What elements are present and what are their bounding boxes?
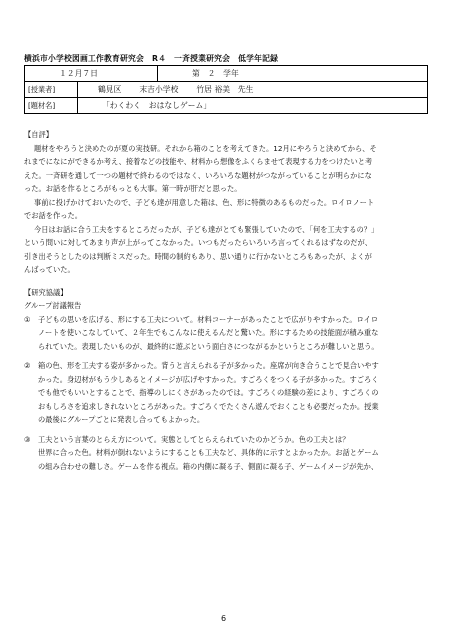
item-line: られていた。表現したいものが、最終的に遊ぶという面白さにつながるかというところが難しいと思う。 bbox=[38, 341, 379, 351]
theme-title: 「わくわく おはなしゲーム」 bbox=[102, 101, 212, 110]
self-eval-line: という問いに対してあまり声が上がってこなかった。いつもだったらいろいろ言ってくれるはずなのだが、 bbox=[24, 238, 373, 247]
self-eval-line: んばっていた。 bbox=[24, 265, 75, 274]
school-name: 末吉小学校 bbox=[139, 85, 179, 94]
self-eval-line: でお話を作った。 bbox=[24, 211, 83, 220]
discussion-item bbox=[24, 359, 426, 427]
self-eval-heading: 【自評】 bbox=[24, 130, 54, 139]
item-number: ① bbox=[24, 314, 31, 324]
ward-name: 鶴見区 bbox=[98, 85, 122, 94]
page-number: 6 bbox=[221, 614, 227, 623]
item-number: ② bbox=[24, 361, 31, 370]
theme-label: [題材名] bbox=[25, 98, 78, 113]
self-eval-line: れまでになにができるか考え、接着などの技能や、材料から想像をふくらませて表現する力をつけたいと考 bbox=[24, 157, 373, 166]
lesson-info-table bbox=[24, 65, 428, 114]
record-body bbox=[24, 128, 426, 473]
document-title: 横浜市小学校図画工作教育研究会 R４ 一斉授業研究会 低学年記録 bbox=[24, 54, 279, 63]
item-line: 世界に合った色。材料が倒れないようにすることも工夫など、具体的に示すとよかったか。お話とゲーム bbox=[38, 448, 379, 457]
item-line: 工夫という言葉のとらえ方について。実態としてとらえられていたのかどうか。色の工夫とは？ bbox=[38, 434, 350, 444]
discussion-subheading: グループ討議報告 bbox=[24, 301, 82, 310]
discussion-item bbox=[24, 433, 426, 474]
self-eval-line: 事前に投げかけておいたので、子ども達が用意した箱は、色、形に特徴のあるものだった。ロイロノート bbox=[34, 197, 375, 207]
lesson-grade: 第 ２ 学年 bbox=[192, 69, 239, 78]
item-line: 箱の色、形を工夫する姿が多かった。背うと言えられる子が多かった。座席が向き合うことで見合いやす bbox=[38, 361, 379, 370]
presenter-info bbox=[78, 84, 253, 95]
date-grade-row bbox=[25, 66, 427, 82]
presenter-row bbox=[25, 82, 427, 98]
item-line: おもしろさを追求しきれないところがあった。すごろくでたくさん遊んでおくことも必要だったか。授業 bbox=[38, 401, 379, 411]
lesson-date: １２月７日 bbox=[25, 66, 158, 81]
item-line: かった。身辺材がもう少しあるとイメージが広げやすかった。すごろくをつくる子が多かった。すごろく bbox=[38, 374, 379, 384]
self-eval-line: 今日はお話に合う工夫をするところだったが、子ども達がとても緊張していたので、「何を工夫するの？」 bbox=[34, 224, 379, 234]
item-line: ノートを使いこなしていて、２年生でもこんなに使えるんだと驚いた。形にするための技能面が積み重な bbox=[38, 328, 379, 337]
item-line: の組み合わせの難しさ。ゲームを作る視点。箱の内側に凝る子、側面に凝る子、ゲームイメージが先か、 bbox=[38, 461, 379, 471]
theme-row bbox=[25, 98, 427, 113]
self-eval-line: 引き出そうとしたのは判断ミスだった。時間の制約もあり、思い通りに行かないところもあったが、よくが bbox=[24, 251, 372, 261]
self-eval-line: えた。一斉研を通して一つの題材で終わるのではなく、いろいろな題材がつながっていることが明らかにな bbox=[24, 170, 372, 180]
item-line: でも他でもいいとすることで、指導のしにくさがあったのでは。すごろくの経験の差により、すごろくの bbox=[38, 388, 379, 397]
self-eval-line: 題材をやろうと決めたのが夏の実技研。それから箱のことを考えてきた。12月にやろうと決めてから、そ bbox=[34, 143, 377, 153]
teacher-name: 竹居 裕美 先生 bbox=[196, 85, 254, 94]
discussion-heading: 【研究協議】 bbox=[24, 287, 68, 297]
self-eval-line: った。お話を作るところがもっとも大事。第一時が肝だと思った。 bbox=[24, 184, 242, 193]
presenter-label: [授業者] bbox=[25, 82, 78, 97]
item-line: の最後にグループごとに発表し合ってもよかった。 bbox=[38, 415, 205, 424]
item-number: ③ bbox=[24, 434, 31, 444]
discussion-item bbox=[24, 313, 426, 354]
item-line: 子どもの思いを広げる、形にする工夫について。材料コーナーがあったことで広がりやすかった。ロイロ bbox=[38, 314, 379, 324]
